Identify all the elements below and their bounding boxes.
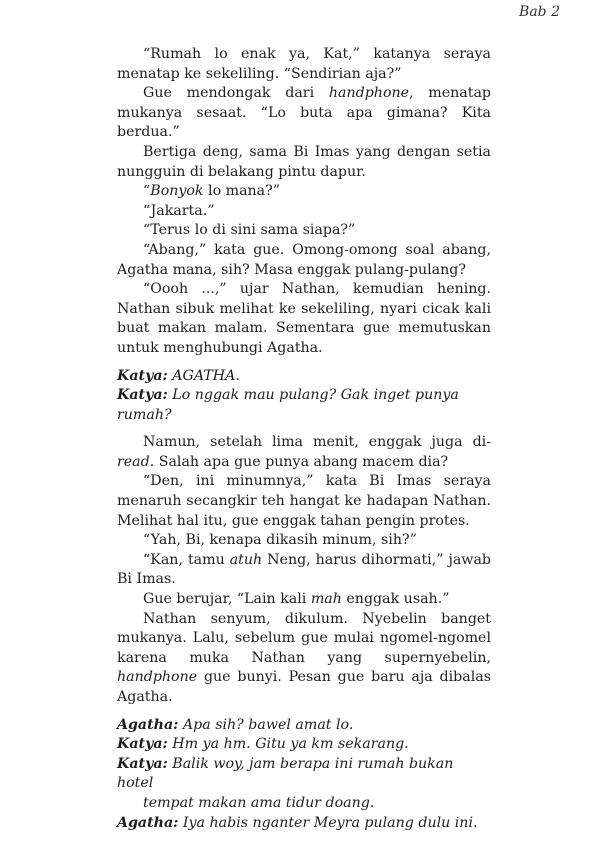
paragraph: “Yah, Bi, kenapa dikasih minum, sih?” <box>143 532 417 549</box>
chat-sender: Katya: <box>117 736 168 753</box>
paragraph: Bertiga deng, sama Bi Imas yang dengan setia nungguin di belakang pintu dapur. <box>117 143 491 180</box>
paragraph: Gue mendongak dari handphone, menatap mukanya sesaat. “Lo buta apa gimana? Kita berdua.” <box>117 85 491 141</box>
paragraph: Namun, setelah lima menit, enggak juga di-read. Salah apa gue punya abang macem dia? <box>117 434 491 470</box>
chat-sender: Katya: <box>117 387 168 404</box>
book-page <box>117 45 491 841</box>
chat-sender: Katya: <box>117 367 168 384</box>
chat-text: Balik woy, jam berapa ini rumah bukan hotel <box>117 755 454 792</box>
chapter-header: Bab 2 <box>519 4 560 20</box>
chat-text-continued: tempat makan ama tidur doang. <box>143 794 375 811</box>
chat-message <box>117 367 491 387</box>
chat-block <box>117 716 491 834</box>
chat-text: Apa sih? bawel amat lo. <box>178 716 354 733</box>
paragraph: Nathan senyum, dikulum. Nyebelin banget mukanya. Lalu, sebelum gue mulai ngomel-ngomel karena muka Nathan yang supernyebelin, handphone gue bunyi. Pesan gue baru aja dibalas Agatha. <box>117 610 491 705</box>
paragraph: “Rumah lo enak ya, Kat,” katanya seraya menatap ke sekeliling. “Sendirian aja?” <box>117 46 491 82</box>
chat-block <box>117 367 491 426</box>
paragraph: “Jakarta.” <box>143 202 215 219</box>
paragraph: “Kan, tamu atuh Neng, harus dihormati,” jawab Bi Imas. <box>117 551 491 588</box>
chat-text: Iya habis nganter Meyra pulang dulu ini. <box>178 814 478 831</box>
chat-message <box>117 755 491 814</box>
paragraph: “Oooh ...,” ujar Nathan, kemudian hening. Nathan sibuk melihat ke sekeliling, nyari cicak kali buat makan malam. Sementara gue memutuskan untuk menghubungi Agatha. <box>117 281 491 356</box>
chat-sender: Agatha: <box>117 716 179 733</box>
chat-text: Hm ya hm. Gitu ya km sekarang. <box>167 736 409 753</box>
chat-message <box>117 814 491 834</box>
chat-sender: Katya: <box>117 755 168 772</box>
paragraph: “Den, ini minumnya,” kata Bi Imas seraya menaruh secangkir teh hangat ke hadapan Nathan. Melihat hal itu, gue enggak tahan pengin protes. <box>117 473 491 529</box>
chat-text: AGATHA. <box>167 367 240 384</box>
chat-message <box>117 386 491 425</box>
paragraph: “Bonyok lo mana?” <box>143 183 280 200</box>
chat-message <box>117 716 491 736</box>
paragraph: “Terus lo di sini sama siapa?” <box>143 222 356 239</box>
chat-text: Lo nggak mau pulang? Gak inget punya rumah? <box>117 387 459 423</box>
paragraph: Gue berujar, “Lain kali mah enggak usah.” <box>143 591 450 608</box>
chat-sender: Agatha: <box>117 814 179 831</box>
chat-message <box>117 735 491 755</box>
paragraph: “Abang,” kata gue. Omong-omong soal abang, Agatha mana, sih? Masa enggak pulang-pulang? <box>117 241 491 278</box>
